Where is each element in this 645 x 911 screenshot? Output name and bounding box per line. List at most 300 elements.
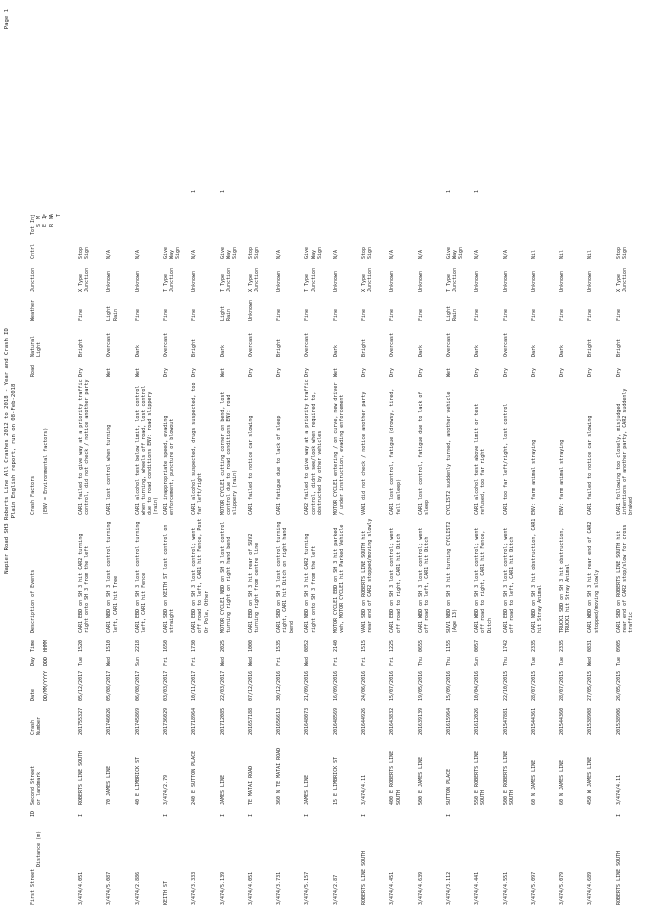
tot-inj-header: Tot Inj: [30, 213, 36, 235]
cell-day: Wed: [106, 656, 113, 666]
cell-id: I: [78, 813, 84, 817]
cell-junction: T Type Junction: [304, 267, 317, 292]
cell-time: 0905: [615, 639, 622, 652]
cell-weather: Fine: [276, 308, 283, 321]
cell-events: MOTOR CYCLE1 NBD on SH 3 lost control turning right on right hand bend: [219, 521, 232, 633]
cell-road: Dry: [559, 367, 566, 377]
cell-time: 2218: [134, 639, 141, 652]
cell-factors: CAR1 failed to notice car slowing: [587, 415, 594, 515]
cell-second: 400 E ROBERTS LINE SOUTH: [389, 750, 402, 805]
inj-code-e: E: [42, 223, 49, 227]
col-distance: [36, 831, 42, 867]
cell-crash: 201538906: [615, 707, 622, 735]
cell-time: 2335: [559, 639, 566, 652]
cell-junction: X Type Junction: [78, 267, 91, 292]
cell-second: SUTTON PLACE: [445, 768, 452, 805]
cell-crash: 201657188: [247, 707, 254, 735]
cell-factors: CAR1 lost control when turning: [106, 424, 113, 515]
cell-light: Overcast: [389, 332, 396, 357]
cell-weather: Fine: [304, 308, 311, 321]
cell-events: CAR1 NBD on SH 3 lost control turning left, CAR1 hit Tree: [106, 521, 119, 633]
cell-second: 500 E ROBERTS LINE SOUTH: [502, 750, 515, 805]
inj-code-i: I: [42, 215, 49, 219]
col-date: [30, 671, 49, 701]
cell-cntrl: Nil: [530, 249, 537, 259]
cell-cntrl: Stop Sign: [615, 246, 628, 259]
cell-events: CAR1 EBD on SH 3 lost control; went off road to right, CAR1 hit Ditch: [389, 527, 402, 633]
cell-light: Dark: [332, 344, 339, 357]
cell-weather: Fine: [559, 308, 566, 321]
cell-events: CAR1 EBD on SH 3 hit CAR2 turning right onto SH 3 from the left: [78, 533, 91, 633]
cell-weather: Light Rain: [445, 305, 459, 321]
cell-events: CAR1 WBD on SH 3 lost control; went off road to left, CAR1 hit Ditch: [417, 527, 430, 633]
cell-events: CAR1 NBD on SH 3 hit obstruction, CAR1 hit Stray Animal: [530, 518, 543, 633]
cell-events: SUV1 NBD on SH 3 hit turning CYCLIST2 (Age 13): [445, 521, 459, 633]
junction-header: Junction: [30, 267, 36, 292]
cell-weather: Light Rain: [219, 305, 232, 321]
cell-id: I: [445, 813, 452, 817]
cell-inj: 1: [474, 189, 481, 193]
day-format-header: DDD: [42, 656, 49, 666]
cell-factors: CAR1 alcohol test below limit, lost control when turning, wheels off road, lost control due to road conditions ENV: road slippery (rain): [134, 385, 160, 515]
cell-day: Wed: [304, 656, 311, 666]
cell-day: Thu: [502, 656, 509, 666]
cell-first-street: ROBERTS LINE SOUTH: [361, 850, 367, 905]
cell-first-street: ROBERTS LINE SOUTH: [615, 850, 622, 905]
cell-time: 0831: [587, 639, 594, 652]
cell-crash: 201745869: [134, 707, 141, 735]
cell-crash: 201718964: [191, 707, 198, 735]
cell-second: 60 N JAMES LINE: [530, 759, 537, 805]
cell-events: CAR1 EBD on SH 3 lost control turning left, CAR1 hit Fence: [134, 521, 147, 633]
cell-first-street: 3/474/3.731: [276, 871, 283, 905]
or-landmark-header: or landmark: [36, 771, 43, 805]
cell-light: Bright: [78, 338, 84, 357]
second-street-header: Second Street: [30, 765, 36, 805]
cell-day: Tue: [78, 656, 84, 666]
cell-road: Dry: [247, 367, 254, 377]
cell-first-street: 3/474/5.157: [304, 871, 311, 905]
cell-second: TE MATAI ROAD: [247, 765, 254, 805]
cell-second: 360 N TE MATAI ROAD: [276, 747, 283, 805]
cell-first-street: 3/474/4.551: [502, 871, 509, 905]
col-weather: [30, 300, 36, 321]
cell-time: 0057: [474, 639, 481, 652]
cell-time: 1520: [78, 639, 84, 652]
distance-header: Distance: [36, 842, 42, 867]
cell-light: Overcast: [304, 332, 311, 357]
cell-junction: T Type Junction: [219, 267, 232, 292]
cell-first-street: 3/474/3.333: [191, 871, 198, 905]
cell-weather: Fine: [417, 308, 424, 321]
col-junction: [30, 268, 36, 292]
cell-id: I: [615, 813, 622, 817]
cell-events: CAR1 SBD on ROBERTS LINE SOUTH hit rear end of CAR2 stop/slow for cross traffic: [615, 524, 635, 633]
cell-second: 3/474/4.11: [361, 774, 367, 805]
cell-crash: 201656613: [276, 707, 283, 735]
cell-junction: Unknown: [332, 270, 339, 292]
cell-day: Thu: [445, 656, 452, 666]
cell-factors: CAR1 failed to give way at a priority traffic control, did not check / notice another party: [78, 379, 91, 515]
cell-date: 15/07/2016: [389, 670, 396, 701]
cell-date: 05/12/2017: [78, 670, 84, 701]
cell-cntrl: N/A: [332, 249, 339, 259]
cell-date: 10/04/2016: [474, 670, 481, 701]
cell-cntrl: Stop Sign: [247, 246, 260, 259]
cell-second: 240 E SUTTON PLACE: [191, 750, 198, 805]
cell-road: Wet: [134, 367, 141, 377]
cell-light: Dark: [530, 344, 537, 357]
cell-cntrl: N/A: [134, 249, 141, 259]
cell-cntrl: Give Way Sign: [219, 246, 238, 259]
cell-cntrl: N/A: [502, 249, 509, 259]
cell-junction: Unknown: [587, 270, 594, 292]
cell-factors: CAR1 failed to notice car slowing: [247, 415, 254, 515]
cell-first-street: 3/474/4.639: [417, 871, 424, 905]
distance-unit-header: (m): [36, 830, 42, 840]
cell-day: Tue: [530, 656, 537, 666]
cell-day: Sun: [474, 656, 481, 666]
cell-date: 21/09/2016: [304, 670, 311, 701]
cell-second: 3/474/2.79: [162, 774, 169, 805]
cell-day: Fri: [276, 656, 283, 666]
cell-factors: ENV: farm animal straying: [530, 439, 537, 515]
inj-code-m: M: [36, 215, 42, 219]
cell-first-street: 3/474/5.139: [219, 871, 226, 905]
cell-inj: 1: [219, 189, 226, 193]
cell-light: Overcast: [106, 332, 113, 357]
cell-light: Dark: [134, 344, 141, 357]
cell-day: Fri: [389, 656, 396, 666]
column-header: [30, 5, 76, 905]
cell-junction: Unknown: [474, 270, 481, 292]
cell-crash: 201547881: [502, 707, 509, 735]
inj-code-r: R: [48, 223, 55, 227]
page-number: Page 1: [4, 9, 10, 30]
cell-factors: VAN1 did not check / notice another party: [361, 391, 367, 515]
cell-day: Fri: [361, 656, 367, 666]
cell-weather: Fine: [134, 308, 141, 321]
cell-crash: 201615964: [445, 707, 452, 735]
cell-junction: Unknown: [191, 270, 198, 292]
cell-road: Dry: [615, 367, 622, 377]
cell-crash: 201643832: [389, 707, 396, 735]
inj-code-n: N: [48, 215, 55, 219]
cell-weather: Fine: [191, 308, 198, 321]
cell-light: Bright: [191, 338, 198, 357]
cell-crash: 201712085: [219, 707, 226, 735]
time-header: Time: [30, 639, 36, 652]
cell-light: Overcast: [247, 332, 254, 357]
cell-light: Bright: [361, 338, 367, 357]
inj-code-a: A: [49, 213, 56, 217]
cell-junction: Unknown: [106, 270, 113, 292]
cell-date: 28/07/2015: [530, 670, 537, 701]
cell-second: 70 JAMES LINE: [106, 765, 113, 805]
inj-code-col-1: [43, 193, 62, 217]
cell-road: Dry: [191, 367, 198, 377]
cell-road: Dry: [389, 367, 396, 377]
crash-header: Crash: [30, 719, 36, 735]
cell-road: Dry: [502, 367, 509, 377]
factors-header: Crash Factors: [30, 475, 36, 515]
cell-cntrl: N/A: [389, 249, 396, 259]
cell-day: Fri: [191, 656, 198, 666]
col-crash-number: [30, 717, 43, 735]
cell-junction: Unknown: [559, 270, 566, 292]
cell-factors: CAR1 alcohol suspected, drugs suspected, too far left/right: [191, 382, 204, 515]
cell-id: I: [219, 813, 226, 817]
cell-road: Dry: [587, 367, 594, 377]
cell-first-street: 3/474/4.451: [389, 871, 396, 905]
cell-time: 1515: [361, 639, 367, 652]
col-factors: [30, 428, 49, 515]
cell-second: 60 N JAMES LINE: [559, 759, 566, 805]
cell-light: Bright: [276, 338, 283, 357]
report-title-line2: Plain English report, run on 08-Feb-2018: [11, 383, 17, 519]
cell-weather: Fine: [389, 308, 396, 321]
cell-factors: CAR1 fatigue due to lack of sleep: [276, 415, 283, 515]
cell-weather: Fine: [162, 308, 169, 321]
cell-day: Wed: [587, 656, 594, 666]
cell-first-street: 3/474/2.87: [332, 874, 339, 905]
events-header: Description of Events: [30, 569, 36, 633]
cell-first-street: 3/474/4.051: [78, 871, 84, 905]
cell-id: I: [304, 813, 311, 817]
cell-cntrl: N/A: [276, 249, 283, 259]
cell-date: 26/05/2015: [615, 670, 622, 701]
cell-second: JAMES LINE: [219, 774, 226, 805]
cell-time: 0852: [304, 639, 311, 652]
col-time: [30, 640, 49, 652]
cell-factors: CAR1 following too closely, misjudged intentions of another party, CAR2 suddenly braked: [615, 388, 635, 515]
cell-day: Fri: [332, 656, 339, 666]
cell-second: ROBERTS LINE SOUTH: [78, 750, 84, 805]
cell-weather: Fine: [332, 308, 339, 321]
cell-cntrl: Give Way Sign: [304, 246, 323, 259]
inj-code-t: T: [55, 213, 62, 217]
cell-date: 22/10/2015: [502, 670, 509, 701]
cell-time: 1535: [276, 639, 283, 652]
cell-id: I: [247, 813, 254, 817]
cell-cntrl: Stop Sign: [361, 246, 374, 259]
cell-second: 15 E LIMBRICK ST: [332, 756, 339, 805]
cell-crash: 201639139: [417, 707, 424, 735]
cell-first-street: 3/474/4.689: [587, 871, 594, 905]
cell-events: CAR1 EBD on SH 3 hit rear of SUV2 turning right from centre line: [247, 533, 260, 633]
cell-road: Dry: [530, 367, 537, 377]
cell-cntrl: Stop Sign: [78, 246, 91, 259]
cell-road: Wet: [106, 367, 113, 377]
cell-time: 1510: [106, 639, 113, 652]
cell-light: Dark: [417, 344, 424, 357]
col-day: [30, 657, 49, 666]
factors-sub-header: (ENV = Environmental factors): [42, 427, 49, 515]
cell-factors: MOTOR CYCLE1 entering / on curve, new driver / under instruction, evading enforcement: [332, 382, 345, 515]
cell-date: 22/03/2017: [219, 670, 226, 701]
cell-time: 2140: [332, 639, 339, 652]
cell-light: Overcast: [162, 332, 169, 357]
cell-events: CAR1 EBD on SH 3 lost control; went off road to left, CAR1 hit Ditch: [502, 527, 515, 633]
cell-crash: 201746026: [106, 707, 113, 735]
natural-header: Natural: [30, 335, 36, 357]
cell-events: CAR1 SBD on KEITH ST lost control on straight: [162, 524, 176, 633]
cell-inj: 1: [191, 189, 198, 193]
cell-factors: CYCLIST2 suddenly turned, another vehicle: [445, 391, 452, 515]
cell-time: 1650: [162, 639, 169, 652]
cell-light: Overcast: [445, 332, 452, 357]
cell-weather: Light Rain: [106, 305, 119, 321]
cell-day: Tue: [615, 656, 622, 666]
cell-cntrl: Give Way Sign: [445, 246, 465, 259]
cell-events: MOTOR CYCLE1 EBD on SH 3 hit parked veh, MOTOR CYCLE1 hit Parked Vehicle: [332, 524, 345, 633]
cell-factors: CAR1 inappropriate speed, evading enforcement, puncture or blowout: [162, 415, 176, 515]
cell-events: VAN1 SBD on ROBERTS LINE SOUTH hit rear end of CAR2 stopped/moving slowly: [361, 518, 374, 633]
cell-road: Dry: [474, 367, 481, 377]
cell-junction: Unknown: [417, 270, 424, 292]
cell-junction: Unknown: [276, 270, 283, 292]
cell-cntrl: N/A: [417, 249, 424, 259]
cell-day: Sun: [134, 656, 141, 666]
cell-road: Dry: [304, 367, 311, 377]
table-row: [616, 5, 645, 905]
cell-light: Overcast: [502, 332, 509, 357]
date-format-header: DD/MM/YYYY: [42, 670, 49, 701]
cell-factors: CAR2 failed to give way at a priority traffic control, didnt see/look when required to, obstructed by other vehicles: [304, 379, 323, 515]
cell-junction: Unknown: [530, 270, 537, 292]
cell-first-street: 3/474/4.051: [247, 871, 254, 905]
cell-light: Dark: [474, 344, 481, 357]
report-title: [4, 241, 18, 661]
cell-time: 1730: [191, 639, 198, 652]
cell-weather: Fine: [615, 308, 622, 321]
cell-time: 1742: [502, 639, 509, 652]
cell-junction: Unknown: [502, 270, 509, 292]
cell-crash: 201544361: [530, 707, 537, 735]
cell-cntrl: Give Way Sign: [162, 246, 182, 259]
cell-inj: 1: [445, 189, 452, 193]
cell-day: Tue: [559, 656, 566, 666]
cell-second: 40 E LIMBRICK ST: [134, 756, 141, 805]
cell-factors: CAR1 alcohol test above limit or test refused, too far right: [474, 403, 487, 515]
cell-factors: CAR1 too far left/right, lost control: [502, 403, 509, 515]
cell-first-street: 3/474/3.112: [445, 871, 452, 905]
inj-code-f: F: [42, 213, 49, 217]
cell-weather: Fine: [361, 308, 367, 321]
cell-road: Dry: [361, 367, 367, 377]
weather-header: Weather: [30, 299, 36, 321]
cell-events: CAR1 SBD on SH 3 lost control turning right, CAR1 hit Ditch on right hand bend: [276, 521, 295, 633]
id-header: ID: [30, 810, 36, 817]
col-second-street: [30, 766, 43, 805]
cell-light: Bright: [587, 338, 594, 357]
cell-light: Dark: [219, 344, 226, 357]
cell-cntrl: N/A: [106, 249, 113, 259]
cell-time: 1000: [247, 639, 254, 652]
cell-first-street: 3/474/5.079: [559, 871, 566, 905]
cell-junction: X Type Junction: [615, 267, 628, 292]
cell-time: 2025: [219, 639, 226, 652]
cell-date: 07/12/2016: [247, 670, 254, 701]
cell-factors: CAR1 lost control, fatigue (drowsy, tired, fell asleep): [389, 388, 402, 515]
cell-day: Wed: [247, 656, 254, 666]
cell-events: CAR1 EBD on SH 3 lost control; went off road to left, CAR1 hit Fence, Post Or Pole, Other: [191, 518, 210, 633]
date-header: Date: [30, 688, 36, 701]
cell-crash: 201544360: [559, 707, 566, 735]
road-header: Road: [30, 364, 36, 377]
cell-time: 0655: [417, 639, 424, 652]
cell-junction: T Type Junction: [445, 267, 459, 292]
cell-weather: Fine: [587, 308, 594, 321]
cell-second: 450 W JAMES LINE: [587, 756, 594, 805]
light-header: Light: [36, 341, 43, 357]
cell-cntrl: N/A: [191, 249, 198, 259]
cell-crash: 201648569: [332, 707, 339, 735]
cell-crash: 201736029: [162, 707, 169, 735]
first-street-header: First Street: [30, 868, 36, 905]
cell-date: 16/09/2016: [332, 670, 339, 701]
cell-road: Dry: [276, 367, 283, 377]
cell-events: CAR1 WBD on SH 3 lost control; went off road to right, CAR1 hit Fence, Ditch: [474, 527, 493, 633]
cell-weather: Unknown: [247, 299, 254, 321]
cell-id: I: [361, 813, 367, 817]
cell-road: Dry: [78, 367, 84, 377]
cell-events: CAR1 WBD on SH 3 hit rear end of CAR2 stopped/moving slowly: [587, 521, 600, 633]
cntrl-header: Cntrl: [30, 243, 36, 259]
cell-crash: 201644926: [361, 707, 367, 735]
cell-id: I: [162, 813, 169, 817]
cell-junction: Unknown: [389, 270, 396, 292]
cell-junction: T Type Junction: [162, 267, 176, 292]
cell-light: Dark: [559, 344, 566, 357]
inj-code-s: S: [36, 223, 42, 227]
col-road: [30, 365, 36, 377]
cell-crash: 201648073: [304, 707, 311, 735]
cell-date: 06/08/2017: [134, 670, 141, 701]
cell-date: 27/05/2015: [587, 670, 594, 701]
cell-date: 03/03/2017: [162, 670, 169, 701]
cell-crash: 201538908: [587, 707, 594, 735]
cell-road: Wet: [332, 367, 339, 377]
cell-date: 05/08/2017: [106, 670, 113, 701]
inj-code-col-2: [36, 224, 55, 227]
inj-code-col-3: [36, 213, 56, 219]
cell-first-street: 3/474/4.441: [474, 871, 481, 905]
cell-cntrl: Nil: [559, 249, 566, 259]
cell-weather: Fine: [502, 308, 509, 321]
time-format-header: HHMM: [42, 639, 49, 652]
cell-cntrl: Nil: [587, 249, 594, 259]
cell-junction: X Type Junction: [361, 267, 374, 292]
cell-time: 1155: [445, 639, 452, 652]
cell-road: Wet: [219, 367, 226, 377]
cell-date: 15/09/2016: [445, 670, 452, 701]
cell-cntrl: N/A: [474, 249, 481, 259]
cell-first-street: 3/474/5.097: [530, 871, 537, 905]
cell-weather: Fine: [474, 308, 481, 321]
report-title-line1: Napier Road SH3 Roberts Line All Crashes 2012 to 2018 - Year and Crash ID: [4, 328, 10, 574]
cell-second: 550 E ROBERTS LINE SOUTH: [474, 750, 487, 805]
cell-time: 2335: [530, 639, 537, 652]
cell-day: Thu: [417, 656, 424, 666]
cell-first-street: 3/474/2.886: [134, 871, 141, 905]
cell-second: JAMES LINE: [304, 774, 311, 805]
cell-day: Wed: [219, 656, 226, 666]
cell-road: Wet: [445, 367, 452, 377]
cell-day: Fri: [162, 656, 169, 666]
cell-junction: Unknown: [134, 270, 141, 292]
cell-crash: 201612026: [474, 707, 481, 735]
